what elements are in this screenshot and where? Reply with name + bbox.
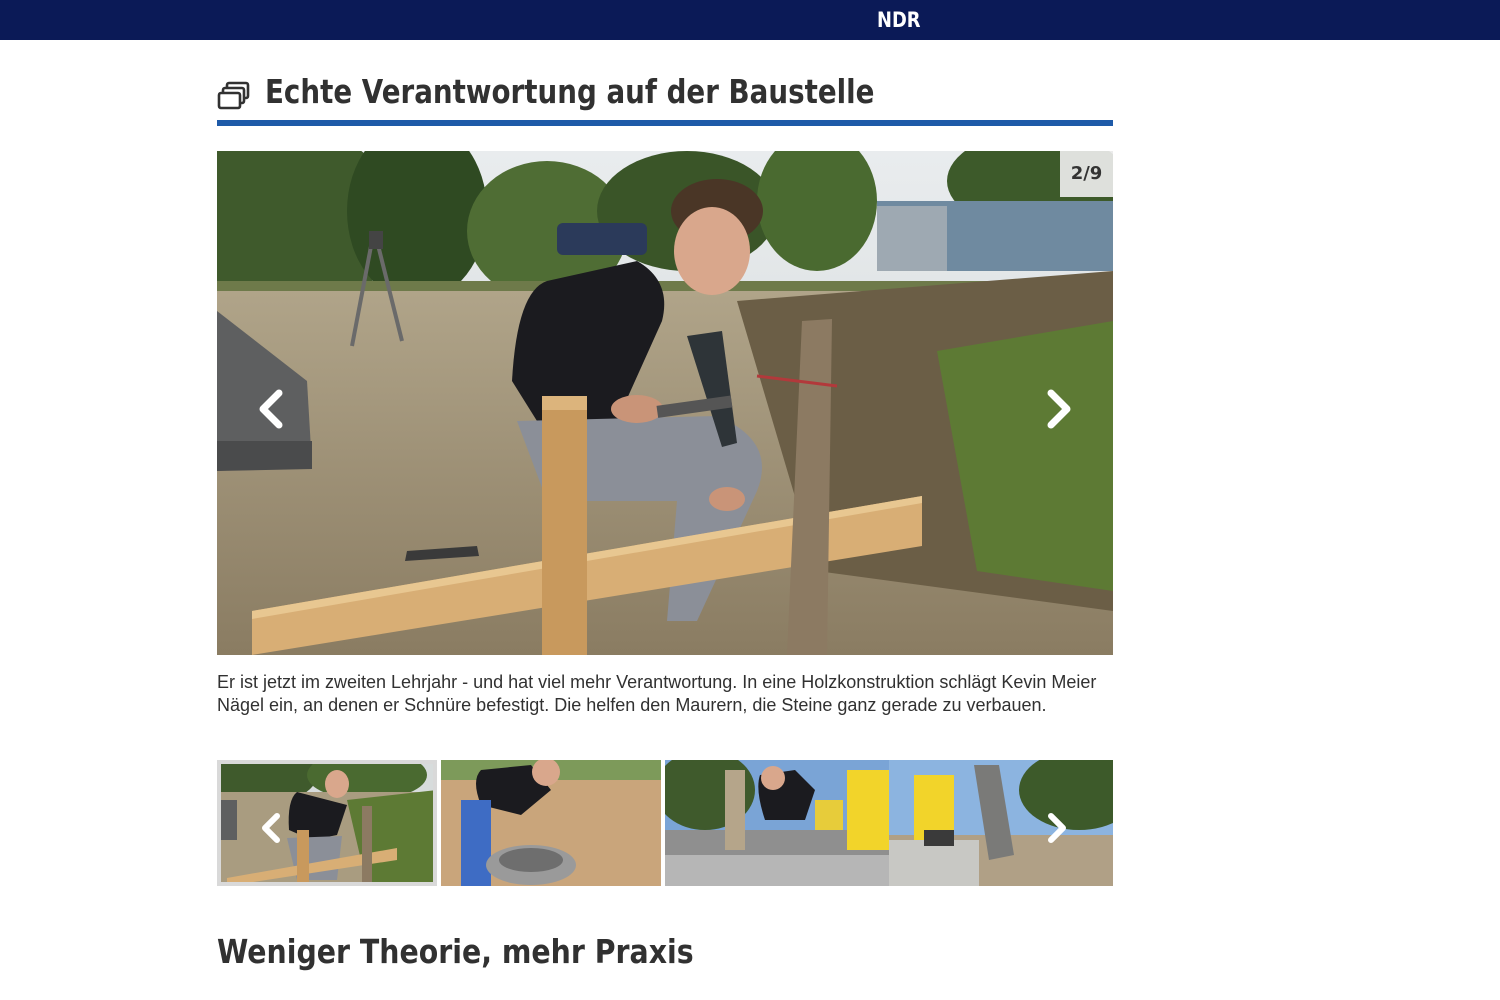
chevron-right-icon — [1037, 379, 1081, 439]
section-heading: Weniger Theorie, mehr Praxis — [217, 932, 694, 971]
thumbnails-prev-button[interactable] — [253, 808, 289, 848]
thumbnail-2[interactable] — [441, 760, 661, 886]
thumbnail-4-image — [889, 760, 1113, 886]
thumbnail-3-image — [665, 760, 889, 886]
thumbnail-strip — [217, 760, 1113, 886]
thumbnail-1-image — [217, 760, 437, 886]
gallery-icon — [217, 80, 251, 110]
prev-image-button[interactable] — [249, 379, 293, 439]
thumbnail-2-image — [441, 760, 661, 886]
top-bar — [0, 0, 1500, 40]
ndr-logo[interactable]: NDR — [877, 8, 921, 32]
construction-photo — [217, 151, 1113, 655]
thumbnail-1[interactable] — [217, 760, 437, 886]
chevron-right-icon — [1039, 808, 1075, 848]
title-underline — [217, 120, 1113, 126]
gallery-main-image[interactable] — [217, 151, 1113, 655]
gallery-heading — [217, 72, 1113, 128]
image-counter: 2/9 — [1060, 151, 1113, 197]
thumbnail-3[interactable] — [665, 760, 889, 886]
chevron-left-icon — [253, 808, 289, 848]
next-image-button[interactable] — [1037, 379, 1081, 439]
thumbnail-4[interactable] — [889, 760, 1113, 886]
chevron-left-icon — [249, 379, 293, 439]
gallery-title: Echte Verantwortung auf der Baustelle — [265, 72, 875, 111]
image-caption: Er ist jetzt im zweiten Lehrjahr - und hat viel mehr Verantwortung. In eine Holzkonstruktion schlägt Kevin Meier Nägel ein, an denen er Schnüre befestigt. Die helfen den Maurern, die Steine ganz gerade zu verbauen. — [217, 672, 1097, 715]
thumbnails-next-button[interactable] — [1039, 808, 1075, 848]
